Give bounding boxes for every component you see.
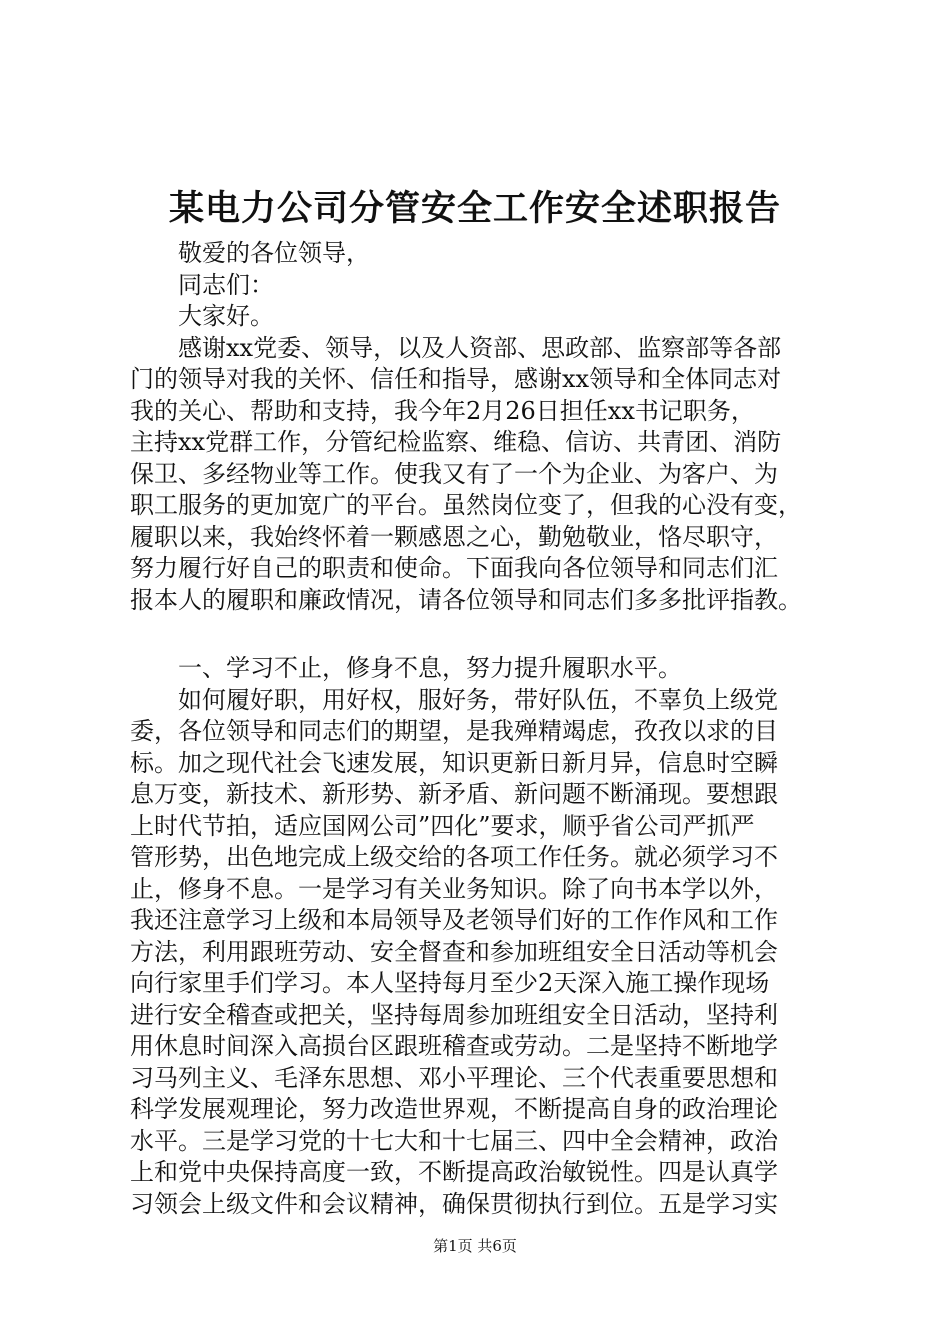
paragraph-line: 报本人的履职和廉政情况，请各位领导和同志们多多批评指教。 <box>130 585 802 614</box>
paragraph-line: 息万变，新技术、新形势、新矛盾、新问题不断涌现。要想跟 <box>130 780 778 808</box>
paragraph-line: 委，各位领导和同志们的期望，是我殚精竭虑，孜孜以求的目 <box>130 717 778 745</box>
paragraph-line: 履职以来，我始终怀着一颗感恩之心，勤勉敬业，恪尽职守， <box>130 522 778 551</box>
paragraph-line: 方法，利用跟班劳动、安全督查和参加班组安全日活动等机会 <box>130 937 778 966</box>
paragraph-line: 科学发展观理论，努力改造世界观，不断提高自身的政治理论 <box>130 1095 778 1123</box>
paragraph-line: 用休息时间深入高损台区跟班稽查或劳动。二是坚持不断地学 <box>130 1032 778 1060</box>
paragraph-line: 向行家里手们学习。本人坚持每月至少2天深入施工操作现场 <box>130 969 770 997</box>
paragraph-line: 保卫、多经物业等工作。使我又有了一个为企业、为客户、为 <box>130 459 778 488</box>
paragraph-line: 进行安全稽查或把关，坚持每周参加班组安全日活动，坚持利 <box>130 1000 778 1029</box>
paragraph-line: 习马列主义、毛泽东思想、邓小平理论、三个代表重要思想和 <box>130 1063 778 1092</box>
page-title: 某电力公司分管安全工作安全述职报告 <box>168 188 781 229</box>
paragraph-line: 主持xx党群工作，分管纪检监察、维稳、信访、共青团、消防 <box>130 428 782 456</box>
paragraph-line: 感谢xx党委、领导，以及人资部、思政部、监察部等各部 <box>178 333 782 362</box>
paragraph-line: 如何履好职，用好权，服好务，带好队伍，不辜负上级党 <box>178 685 778 714</box>
paragraph-line: 上和党中央保持高度一致，不断提高政治敏锐性。四是认真学 <box>130 1158 778 1186</box>
document-body <box>130 238 824 1220</box>
page-number-footer: 第1页 共6页 <box>433 1237 517 1255</box>
paragraph-line: 我的关心、帮助和支持，我今年2月26日担任xx书记职务， <box>130 396 755 425</box>
paragraph-spacer <box>130 616 824 653</box>
paragraph-line: 努力履行好自己的职责和使命。下面我向各位领导和同志们汇 <box>130 554 778 582</box>
paragraph-line: 水平。三是学习党的十七大和十七届三、四中全会精神，政治 <box>130 1126 778 1155</box>
paragraph-line: 上时代节拍，适应国网公司”四化”要求，顺乎省公司严抓严 <box>130 811 755 840</box>
paragraph-line: 职工服务的更加宽广的平台。虽然岗位变了，但我的心没有变， <box>130 491 802 519</box>
paragraph-line: 止，修身不息。一是学习有关业务知识。除了向书本学以外， <box>130 874 778 903</box>
greeting-line: 大家好。 <box>178 302 274 330</box>
section-heading: 一、学习不止，修身不息，努力提升履职水平。 <box>178 654 682 682</box>
greeting-line: 敬爱的各位领导， <box>178 239 370 267</box>
paragraph-line: 门的领导对我的关怀、信任和指导，感谢xx领导和全体同志对 <box>130 365 782 393</box>
paragraph-line: 标。加之现代社会飞速发展，知识更新日新月异，信息时空瞬 <box>130 748 778 777</box>
paragraph-line: 管形势，出色地完成上级交给的各项工作任务。就必须学习不 <box>130 843 778 871</box>
greeting-line: 同志们： <box>178 270 274 299</box>
paragraph-line: 习领会上级文件和会议精神，确保贯彻执行到位。五是学习实 <box>130 1189 778 1218</box>
paragraph-line: 我还注意学习上级和本局领导及老领导们好的工作作风和工作 <box>130 906 778 934</box>
